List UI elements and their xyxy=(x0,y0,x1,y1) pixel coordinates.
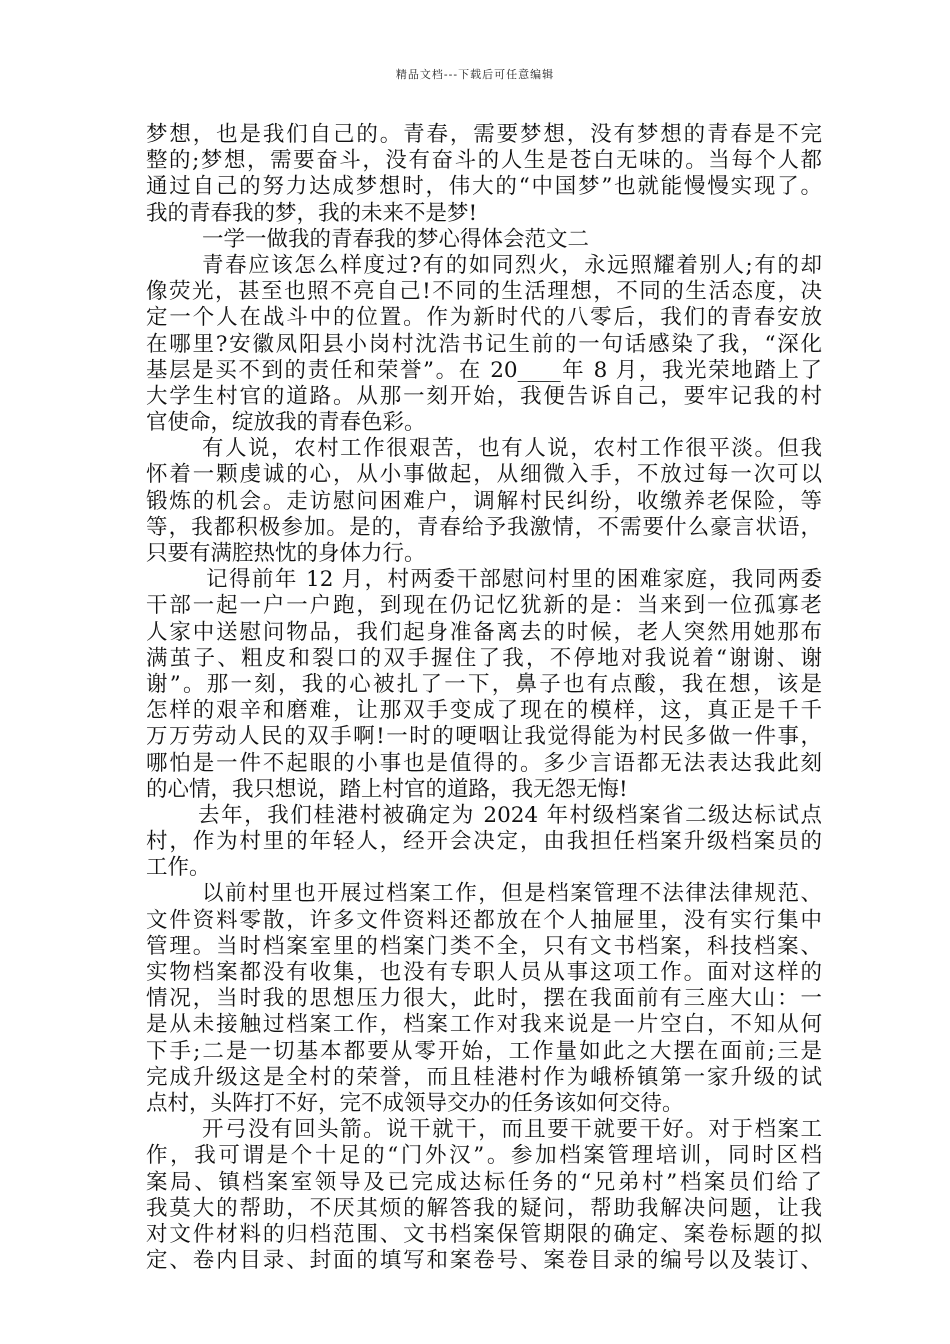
page-header: 精品文档---下载后可任意编辑 xyxy=(395,68,555,81)
text-line: 定一个人在战斗中的位置。作为新时代的八零后，我们的青春安放 xyxy=(146,305,822,331)
text-line: 整的;梦想，需要奋斗，没有奋斗的人生是苍白无味的。当每个人都 xyxy=(146,148,822,174)
text-line: 文件资料零散，许多文件资料还都放在个人抽屉里，没有实行集中 xyxy=(146,907,822,933)
text-line: 对文件材料的归档范围、文书档案保管期限的确定、案卷标题的拟 xyxy=(146,1221,822,1247)
text-line: 基层是买不到的责任和荣誉”。在 20____年 8 月，我光荣地踏上了 xyxy=(146,357,822,383)
text-line: 记得前年 12 月，村两委干部慰问村里的困难家庭，我同两委 xyxy=(206,567,822,593)
text-line: 等，我都积极参加。是的，青春给予我激情，不需要什么豪言状语， xyxy=(146,514,822,540)
document-body xyxy=(146,122,822,1274)
paragraph xyxy=(146,803,822,882)
text-line: 锻炼的机会。走访慰问困难户，调解村民纠纷，收缴养老保险，等 xyxy=(146,488,822,514)
paragraph xyxy=(146,881,822,1117)
text-line: 官使命，绽放我的青春色彩。 xyxy=(146,410,426,436)
paragraph xyxy=(146,567,822,803)
text-line: 案局、镇档案室领导及已完成达标任务的“兄弟村”档案员们给了 xyxy=(146,1169,822,1195)
text-line: 是从未接触过档案工作，档案工作对我来说是一片空白，不知从何 xyxy=(146,1012,822,1038)
paragraph xyxy=(146,436,822,567)
section-title xyxy=(146,227,822,253)
text-line: 人家中送慰问物品，我们起身准备离去的时候，老人突然用她那布 xyxy=(146,619,822,645)
text-line: 大学生村官的道路。从那一刻开始，我便告诉自己，要牢记我的村 xyxy=(146,383,822,409)
text-line: 村，作为村里的年轻人，经开会决定，由我担任档案升级档案员的 xyxy=(146,829,822,855)
text-line: 情况，当时我的思想压力很大，此时，摆在我面前有三座大山：一 xyxy=(146,986,822,1012)
paragraph xyxy=(146,1117,822,1274)
paragraph xyxy=(146,122,822,227)
text-line: 完成升级这是全村的荣誉，而且桂港村作为峨桥镇第一家升级的试 xyxy=(146,1064,822,1090)
text-line: 梦想，也是我们自己的。青春，需要梦想，没有梦想的青春是不完 xyxy=(146,122,822,147)
text-line: 点村，头阵打不好，完不成领导交办的任务该如何交待。 xyxy=(146,1090,684,1116)
text-line: 像荧光，甚至也照不亮自己!不同的生活理想，不同的生活态度，决 xyxy=(146,279,822,305)
text-line: 满茧子、粗皮和裂口的双手握住了我，不停地对我说着“谢谢、谢 xyxy=(146,645,822,671)
text-line: 管理。当时档案室里的档案门类不全，只有文书档案，科技档案、 xyxy=(146,933,822,959)
text-line: 谢”。那一刻，我的心被扎了一下，鼻子也有点酸，我在想，该是 xyxy=(146,671,822,697)
text-line: 开弓没有回头箭。说干就干，而且要干就要干好。对于档案工 xyxy=(202,1117,822,1143)
text-line: 去年，我们桂港村被确定为 2024 年村级档案省二级达标试点 xyxy=(198,802,822,828)
text-line: 作，我可谓是个十足的“门外汉”。参加档案管理培训，同时区档 xyxy=(146,1143,822,1169)
text-line: 万万劳动人民的双手啊!一时的哽咽让我觉得能为村民多做一件事， xyxy=(146,724,822,750)
text-line: 以前村里也开展过档案工作，但是档案管理不法律法律规范、 xyxy=(202,881,822,907)
text-line: 在哪里?安徽凤阳县小岗村沈浩书记生前的一句话感染了我，“深化 xyxy=(146,331,822,357)
text-line: 的心情，我只想说，踏上村官的道路，我无怨无悔! xyxy=(146,776,628,802)
text-line: 我的青春我的梦，我的未来不是梦! xyxy=(146,200,478,226)
text-line: 哪怕是一件不起眼的小事也是值得的。多少言语都无法表达我此刻 xyxy=(146,750,822,776)
text-line: 一学一做我的青春我的梦心得体会范文二 xyxy=(202,226,590,252)
text-line: 通过自己的努力达成梦想时，伟大的“中国梦”也就能慢慢实现了。 xyxy=(146,174,822,200)
text-line: 只要有满腔热忱的身体力行。 xyxy=(146,541,426,566)
text-line: 怎样的艰辛和磨难，让那双手变成了现在的模样，这，真正是千千 xyxy=(146,698,822,724)
paragraph xyxy=(146,253,822,436)
text-line: 干部一起一户一户跑，到现在仍记忆犹新的是：当来到一位孤寡老 xyxy=(146,593,822,619)
text-line: 实物档案都没有收集，也没有专职人员从事这项工作。面对这样的 xyxy=(146,960,822,985)
text-line: 工作。 xyxy=(146,855,211,881)
text-line: 怀着一颗虔诚的心，从小事做起，从细微入手，不放过每一次可以 xyxy=(146,462,822,488)
text-line: 我莫大的帮助，不厌其烦的解答我的疑问，帮助我解决问题，让我 xyxy=(146,1195,822,1221)
text-line: 定、卷内目录、封面的填写和案卷号、案卷目录的编号以及装订、 xyxy=(146,1248,822,1274)
text-line: 下手;二是一切基本都要从零开始，工作量如此之大摆在面前;三是 xyxy=(146,1038,822,1064)
text-line: 青春应该怎么样度过?有的如同烈火，永远照耀着别人;有的却 xyxy=(202,252,822,278)
text-line: 有人说，农村工作很艰苦，也有人说，农村工作很平淡。但我 xyxy=(202,436,822,462)
